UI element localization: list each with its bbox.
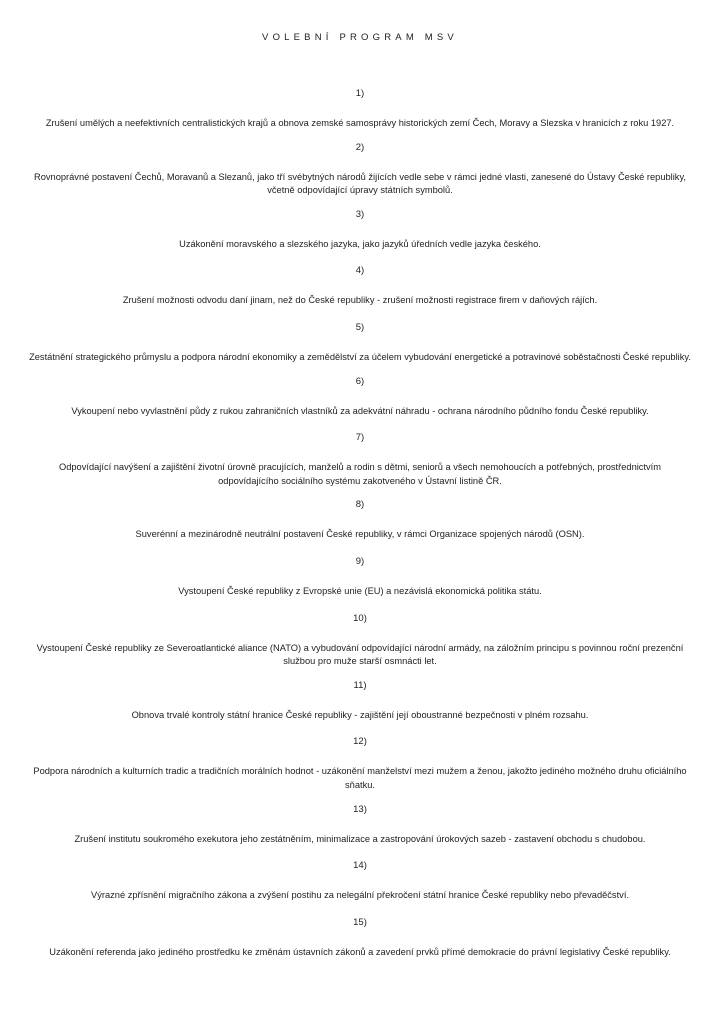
program-item (24, 88, 696, 131)
program-item-text: Zrušení institutu soukromého exekutora jeho zestátněním, minimalizace a zastropování úrokových sazeb - zastavení obchodu s chudobou. (74, 833, 646, 844)
program-item-number: 4) (355, 265, 365, 277)
program-item-text: Vystoupení České republiky z Evropské unie (EU) a nezávislá ekonomická politika státu. (178, 585, 542, 596)
program-item-number: 15) (353, 916, 367, 928)
program-item-text: Odpovídající navýšení a zajištění životní úrovně pracujících, manželů a rodin s dětmi, seniorů a všech nemohoucích a potřebných, prostřednictvím odpovídajícího sociálního systému zakotveného v Ústavní listině ČR. (58, 462, 662, 486)
program-item-number: 8) (355, 499, 365, 511)
program-item (24, 917, 696, 960)
program-item (24, 556, 696, 599)
program-item-text: Zrušení umělých a neefektivních centralistických krajů a obnova zemské samosprávy historických zemí Čech, Moravy a Slezska v hranicích z roku 1927. (45, 118, 675, 128)
program-item-text: Zestátnění strategického průmyslu a podpora národní ekonomiky a zemědělství za účelem vybudování energetické a potravinové soběstačnosti České republiky. (29, 351, 691, 362)
program-item (24, 499, 696, 542)
program-item-number: 5) (355, 321, 365, 333)
program-item (24, 209, 696, 252)
program-item (24, 265, 696, 308)
program-item-number: 6) (355, 375, 365, 387)
program-item-text: Vykoupení nebo vyvlastnění půdy z rukou zahraničních vlastníků za adekvátní náhradu - ochrana národního půdního fondu České republiky. (71, 405, 649, 416)
program-item (24, 142, 696, 198)
program-item (24, 860, 696, 903)
program-item-number: 1) (355, 88, 365, 99)
program-item-number: 11) (353, 679, 367, 691)
program-item-text: Vystoupení České republiky ze Severoatlantické aliance (NATO) a vybudování odpovídající národní armády, na záložním principu s povinnou roční prezenční službou pro muže starší osmnácti let. (36, 642, 684, 667)
program-item-text: Uzákonění referenda jako jediného prostředku ke změnám ústavních zákonů a zavedení prvků přímé demokracie do právní legislativy České republiky. (49, 946, 671, 957)
program-item-text: Suverénní a mezinárodně neutrální postavení České republiky, v rámci Organizace spojených národů (OSN). (135, 529, 585, 540)
program-item-text: Uzákonění moravského a slezského jazyka, jako jazyků úředních vedle jazyka českého. (179, 238, 541, 249)
document-title: VOLEBNÍ PROGRAM MSV (262, 32, 458, 43)
program-item-number: 10) (353, 612, 367, 624)
program-item (24, 613, 696, 669)
program-item (24, 376, 696, 419)
program-item (24, 736, 696, 792)
program-item-text: Zrušení možnosti odvodu daní jinam, než do České republiky - zrušení možnosti registrace firem v daňových rájích. (122, 295, 598, 306)
program-item-number: 2) (355, 141, 365, 153)
program-item (24, 432, 696, 488)
program-item-text: Obnova trvalé kontroly státní hranice České republiky - zajištění její oboustranné bezpečnosti v plném rozsahu. (131, 709, 589, 720)
program-item-number: 3) (355, 208, 365, 220)
program-item (24, 804, 696, 847)
program-item (24, 322, 696, 365)
program-item-text: Rovnoprávné postavení Čechů, Moravanů a Slezanů, jako tří svébytných národů žijících vedle sebe v rámci jedné vlasti, zanesené do Ústavy České republiky, včetně odpovídající úpravy státních symbolů. (34, 171, 686, 196)
program-item-number: 7) (355, 432, 365, 444)
program-item-text: Výrazné zpřísnění migračního zákona a zvýšení postihu za nelegální překročení státní hranice České republiky nebo převaděčství. (91, 890, 629, 901)
program-item-text: Podpora národních a kulturních tradic a tradičních morálních hodnot - uzákonění manželství mezi mužem a ženou, jakožto jediného možného druhu oficiálního sňatku. (33, 766, 687, 790)
program-item-number: 12) (353, 736, 367, 748)
program-item (24, 680, 696, 723)
program-item-number: 9) (355, 555, 365, 567)
program-item-number: 13) (353, 803, 367, 815)
program-item-number: 14) (353, 860, 367, 872)
program-list (24, 88, 696, 970)
